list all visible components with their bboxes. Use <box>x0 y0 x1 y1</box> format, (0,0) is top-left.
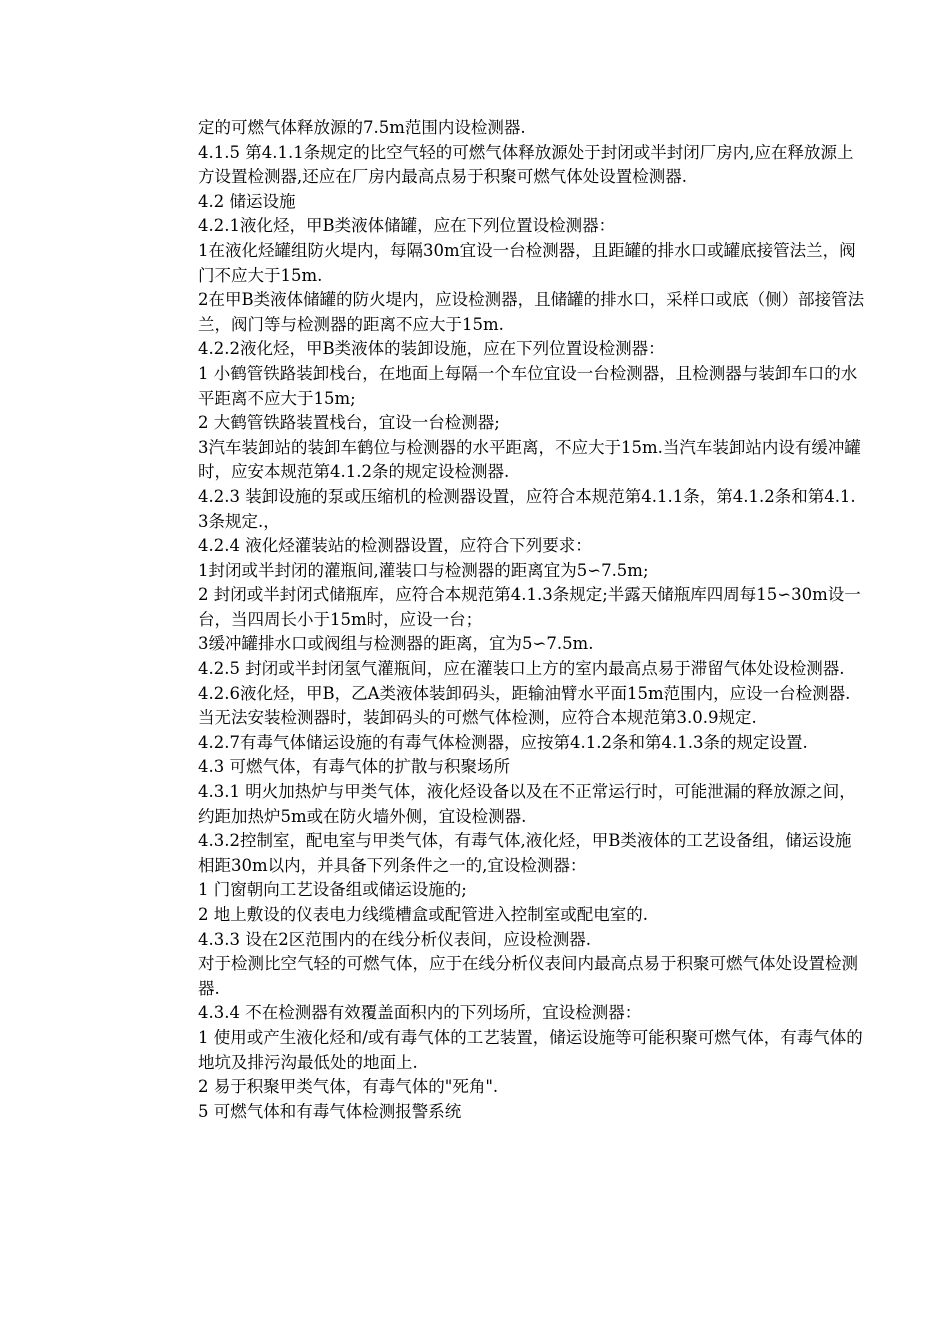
list-item: 2 易于积聚甲类气体，有毒气体的"死角". <box>198 1077 499 1097</box>
section-heading-4-3: 4.3 可燃气体，有毒气体的扩散与积聚场所 <box>198 757 510 777</box>
list-item: 2在甲B类液体储罐的防火堤内，应设检测器，且储罐的排水口，采样口或底（侧）部接管法兰，阀门等与检测器的距离不应大于15m. <box>198 290 865 334</box>
paragraph-4-3-4: 4.3.4 不在检测器有效覆盖面积内的下列场所，宜设检测器： <box>198 1003 642 1023</box>
list-item: 3汽车装卸站的装卸车鹤位与检测器的水平距离，不应大于15m.当汽车装卸站内设有缓冲罐时，应安本规范第4.1.2条的规定设检测器. <box>198 437 861 482</box>
paragraph-4-2-2: 4.2.2液化烃，甲B类液体的装卸设施，应在下列位置设检测器： <box>198 339 665 359</box>
list-item: 3缓冲罐排水口或阀组与检测器的距离，宜为5∽7.5m. <box>198 634 594 654</box>
document-body <box>198 116 866 1124</box>
paragraph-4-1-5: 4.1.5 第4.1.1条规定的比空气轻的可燃气体释放源处于封闭或半封闭厂房内,应在释放源上方设置检测器,还应在厂房内最高点易于积聚可燃气体处设置检测器. <box>198 142 854 187</box>
paragraph-4-2-4: 4.2.4 液化烃灌装站的检测器设置，应符合下列要求： <box>198 536 592 556</box>
chapter-heading-5: 5 可燃气体和有毒气体检测报警系统 <box>198 1101 462 1121</box>
paragraph-4-2-7: 4.2.7有毒气体储运设施的有毒气体检测器，应按第4.1.2条和第4.1.3条的规定设置. <box>198 732 808 752</box>
list-item: 2 封闭或半封闭式储瓶库，应符合本规范第4.1.3条规定;半露天储瓶库四周每15∽30m设一台，当四周长小于15m时，应设一台； <box>198 585 861 629</box>
list-item: 1封闭或半封闭的灌瓶间,灌装口与检测器的距离宜为5∽7.5m; <box>198 560 649 580</box>
paragraph-4-3-2: 4.3.2控制室，配电室与甲类气体，有毒气体,液化烃，甲B类液体的工艺设备组，储运设施相距30m以内，并具备下列条件之一的,宜设检测器： <box>198 831 852 875</box>
list-item: 1 小鹤管铁路装卸栈台，在地面上每隔一个车位宜设一台检测器，且检测器与装卸车口的水平距离不应大于15m; <box>198 363 858 408</box>
paragraph-4-2-5: 4.2.5 封闭或半封闭氢气灌瓶间，应在灌装口上方的室内最高点易于滞留气体处设检测器. <box>198 659 845 679</box>
paragraph-4-2-1: 4.2.1液化烃，甲B类液体储罐，应在下列位置设检测器： <box>198 216 616 236</box>
list-item: 1 门窗朝向工艺设备组或储运设施的; <box>198 880 467 900</box>
paragraph-4-2-6: 4.2.6液化烃，甲B，乙A类液体装卸码头，距输油臂水平面15m范围内，应设一台检测器.当无法安装检测器时，装卸码头的可燃气体检测，应符合本规范第3.0.9规定. <box>198 683 851 728</box>
paragraph-4-3-1: 4.3.1 明火加热炉与甲类气体，液化烃设备以及在不正常运行时，可能泄漏的释放源之间，约距加热炉5m或在防火墙外侧，宜设检测器. <box>198 782 856 826</box>
list-item: 1 使用或产生液化烃和/或有毒气体的工艺装置，储运设施等可能积聚可燃气体，有毒气体的地坑及排污沟最低处的地面上. <box>198 1027 863 1072</box>
paragraph-4-2-3: 4.2.3 装卸设施的泵或压缩机的检测器设置，应符合本规范第4.1.1条，第4.1.2条和第4.1.3条规定.， <box>198 486 856 531</box>
list-item: 2 大鹤管铁路装置栈台，宜设一台检测器; <box>198 413 500 433</box>
section-heading-4-2: 4.2 储运设施 <box>198 191 296 211</box>
paragraph-4-3-3: 4.3.3 设在2区范围内的在线分析仪表间，应设检测器. <box>198 929 591 949</box>
list-item: 2 地上敷设的仪表电力线缆槽盒或配管进入控制室或配电室的. <box>198 905 648 924</box>
list-item: 1在液化烃罐组防火堤内，每隔30m宜设一台检测器，且距罐的排水口或罐底接管法兰，阀门不应大于15m. <box>198 240 856 285</box>
paragraph: 对于检测比空气轻的可燃气体，应于在线分析仪表间内最高点易于积聚可燃气体处设置检测器. <box>198 954 858 998</box>
paragraph: 定的可燃气体释放源的7.5m范围内设检测器. <box>198 118 526 137</box>
